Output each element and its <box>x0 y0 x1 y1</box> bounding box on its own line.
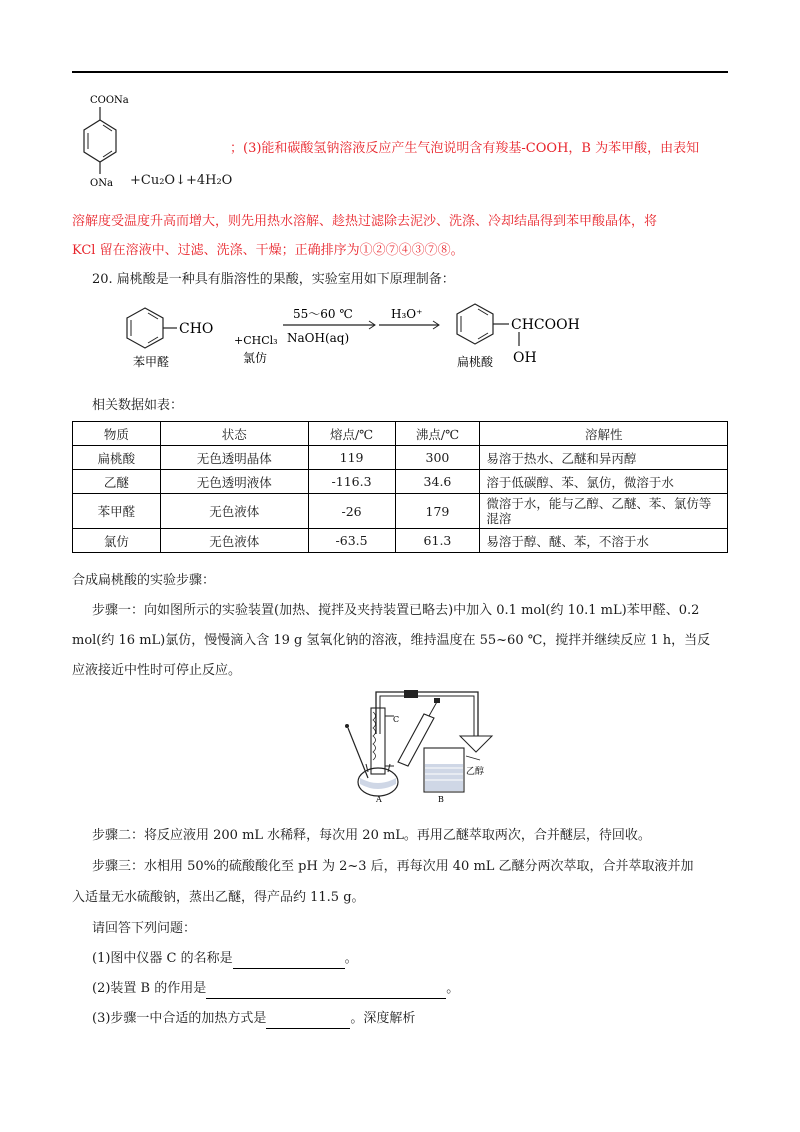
table-cell: 氯仿 <box>73 529 161 553</box>
step2-text: 步骤二：将反应液用 200 mL 水稀释，每次用 20 mL。再用乙醚萃取两次，合并醚层，待回收。 <box>92 828 651 843</box>
header-rule <box>72 71 728 73</box>
table-cell: 苯甲醛 <box>73 494 161 529</box>
header-cell: 沸点/℃ <box>395 422 480 446</box>
table-cell: -63.5 <box>308 529 395 553</box>
header-cell: 状态 <box>160 422 308 446</box>
properties-table <box>72 421 728 553</box>
header-cell: 熔点/℃ <box>308 422 395 446</box>
step3-line-1: 步骤三：水相用 50%的硫酸酸化至 pH 为 2~3 后，再每次用 40 mL 乙醚分两次萃取，合并萃取液并加 <box>92 859 694 874</box>
label-c: C <box>393 715 400 724</box>
question-3-end: 。深度解析 <box>350 1011 416 1026</box>
table-cell: -116.3 <box>308 470 395 494</box>
condition-temperature: 55～60 ℃ <box>293 307 353 321</box>
table-cell: 易溶于热水、乙醚和异丙醇 <box>480 446 728 470</box>
question-1-text: (1)图中仪器 C 的名称是 <box>92 951 233 966</box>
table-cell: 无色透明液体 <box>160 470 308 494</box>
table-cell: 乙醚 <box>73 470 161 494</box>
acid-reagent: H₃O⁺ <box>391 307 423 321</box>
table-header-row <box>73 422 728 446</box>
benzaldehyde-name: 苯甲醛 <box>133 355 170 369</box>
table-cell: 易溶于醇、醚、苯，不溶于水 <box>480 529 728 553</box>
table-cell: 300 <box>395 446 480 470</box>
table-row <box>73 446 728 470</box>
header-cell: 物质 <box>73 422 161 446</box>
table-cell: 34.6 <box>395 470 480 494</box>
chloroform-name: 氯仿 <box>243 351 268 365</box>
cho-group: CHO <box>179 321 214 337</box>
ona-label: ONa <box>90 178 113 189</box>
table-row <box>73 529 728 553</box>
answer-line-2: 溶解度受温度升高而增大，则先用热水溶解、趁热过滤除去泥沙、洗涤、冷却结晶得到苯甲酸晶体，将 <box>72 214 658 229</box>
table-cell: 61.3 <box>395 529 480 553</box>
question-20-intro: 20. 扁桃酸是一种具有脂溶性的果酸，实验室用如下原理制备： <box>92 272 455 287</box>
question-3-text: (3)步骤一中合适的加热方式是 <box>92 1011 267 1026</box>
answer-blank-1[interactable] <box>233 952 345 969</box>
table-row <box>73 494 728 529</box>
label-b: B <box>438 795 444 804</box>
question-2-text: (2)装置 B 的作用是 <box>92 981 207 996</box>
table-cell: 微溶于水，能与乙醇、乙醚、苯、氯仿等混溶 <box>480 494 728 529</box>
table-cell: 无色透明晶体 <box>160 446 308 470</box>
table-cell: 溶于低碳醇、苯、氯仿，微溶于水 <box>480 470 728 494</box>
mandelic-acid-name: 扁桃酸 <box>457 355 494 369</box>
answer-blank-3[interactable] <box>266 1012 350 1029</box>
question-3 <box>92 1009 415 1029</box>
chloroform-formula: +CHCl₃ <box>234 334 278 347</box>
answer-blank-2[interactable] <box>206 982 446 999</box>
question-2-end: 。 <box>446 981 460 996</box>
table-cell: 无色液体 <box>160 529 308 553</box>
answer-line-3: KCl 留在溶液中、过滤、洗涤、干燥；正确排序为①②⑦④③⑦⑧。 <box>72 243 464 258</box>
step1-line-1: 步骤一：向如图所示的实验装置(加热、搅拌及夹持装置已略去)中加入 0.1 mol(约 10.1 mL)苯甲醛、0.2 <box>92 603 700 618</box>
apparatus-diagram <box>338 686 508 804</box>
table-cell: 119 <box>308 446 395 470</box>
step3-line-2: 入适量无水硫酸钠，蒸出乙醚，得产品约 11.5 g。 <box>72 890 365 905</box>
oh-group: OH <box>513 350 537 366</box>
table-cell: 179 <box>395 494 480 529</box>
questions-prompt: 请回答下列问题： <box>92 921 197 936</box>
label-ethanol: 乙醇 <box>466 767 485 777</box>
table-cell: 无色液体 <box>160 494 308 529</box>
answer-line-1: ；(3)能和碳酸氢钠溶液反应产生气泡说明含有羧基-COOH，B 为苯甲酸，由表知 <box>230 141 700 156</box>
condition-naoh: NaOH(aq) <box>287 331 350 345</box>
question-1-end: 。 <box>344 951 358 966</box>
question-1 <box>92 949 358 969</box>
label-a: A <box>376 795 382 804</box>
table-cell: 扁桃酸 <box>73 446 161 470</box>
coona-label: COONa <box>90 95 129 106</box>
table-row <box>73 470 728 494</box>
chcooh-group: CHCOOH <box>511 317 580 333</box>
reaction-scheme <box>95 298 635 376</box>
header-cell: 溶解性 <box>480 422 728 446</box>
table-cell: -26 <box>308 494 395 529</box>
question-2 <box>92 979 459 999</box>
step1-line-3: 应液接近中性时可停止反应。 <box>72 663 242 678</box>
table-intro: 相关数据如表： <box>92 398 184 413</box>
steps-heading: 合成扁桃酸的实验步骤： <box>72 573 216 588</box>
equation-tail: +Cu₂O↓+4H₂O <box>130 173 233 188</box>
step1-line-2: mol(约 16 mL)氯仿，慢慢滴入含 19 g 氢氧化钠的溶液，维持温度在 55~60 ℃，搅拌并继续反应 1 h，当反 <box>72 633 711 648</box>
